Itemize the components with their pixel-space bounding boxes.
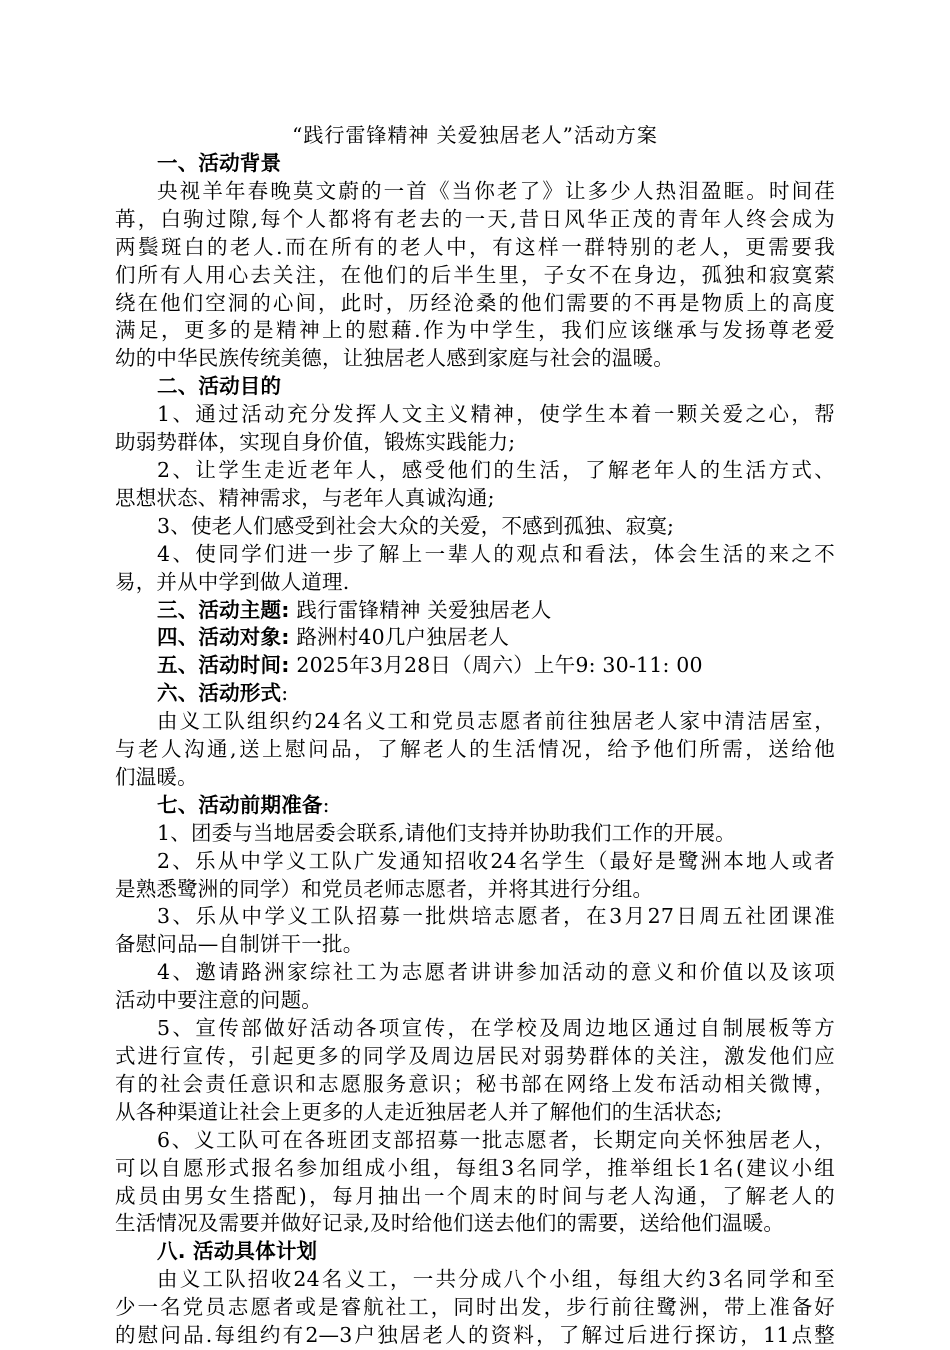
paragraph-line xyxy=(115,764,835,792)
line-text: 1、团委与当地居委会联系,请他们支持并协助我们工作的开展。 xyxy=(157,820,736,845)
line-text: 从各种渠道让社会上更多的人走近独居老人并了解他们的生活状态; xyxy=(115,1099,723,1124)
heading-text: 一、活动背景 xyxy=(157,151,282,175)
line-text: 6、义工队可在各班团支部招募一批志愿者，长期定向关怀独居老人， xyxy=(157,1127,835,1152)
paragraph-line xyxy=(115,903,835,931)
paragraph-line xyxy=(115,1266,835,1294)
line-text: 央视羊年春晚莫文蔚的一首《当你老了》让多少人热泪盈眶。时间荏 xyxy=(157,178,835,203)
heading-value: 践行雷锋精神 关爱独居老人 xyxy=(289,597,552,622)
heading-text: 六、活动形式 xyxy=(157,681,282,706)
line-text: 2、让学生走近老年人，感受他们的生活，了解老年人的生活方式、 xyxy=(157,457,835,482)
heading-value: 路洲村40几户独居老人 xyxy=(289,625,510,650)
heading-value: : xyxy=(281,681,289,706)
line-text: 由义工队组织约24名义工和党员志愿者前往独居老人家中清洁居室， xyxy=(157,709,835,734)
paragraph-line xyxy=(115,1127,835,1155)
line-text: 绕在他们空洞的心间，此时，历经沧桑的他们需要的不再是物质上的高度 xyxy=(115,290,835,315)
line-text: 与老人沟通,送上慰问品，了解老人的生活情况，给予他们所需，送给他 xyxy=(115,737,835,762)
paragraph-line xyxy=(115,429,835,457)
section-heading xyxy=(115,150,835,178)
section-heading xyxy=(115,652,835,680)
line-text: 3、使老人们感受到社会大众的关爱，不感到孤独、寂寞; xyxy=(157,513,675,538)
line-text: 是熟悉鹭洲的同学）和党员老师志愿者，并将其进行分组。 xyxy=(115,876,654,901)
paragraph-line xyxy=(115,541,835,569)
section-heading xyxy=(115,624,835,652)
paragraph-line xyxy=(115,1071,835,1099)
heading-text: 五、活动时间: xyxy=(157,653,290,678)
line-text: 两鬓斑白的老人.而在所有的老人中，有这样一群特别的老人，更需要我 xyxy=(115,234,835,259)
line-text: 1、通过活动充分发挥人文主义精神，使学生本着一颗关爱之心，帮 xyxy=(157,402,835,427)
line-text: 3、乐从中学义工队招募一批烘培志愿者，在3月27日周五社团课准 xyxy=(157,904,835,929)
paragraph-line xyxy=(115,1210,835,1238)
line-text: 5、宣传部做好活动各项宣传，在学校及周边地区通过自制展板等方 xyxy=(157,1016,835,1041)
line-text: 的慰问品.每组约有2—3户独居老人的资料，了解过后进行探访，11点整 xyxy=(115,1323,835,1348)
line-text: 思想状态、精神需求，与老年人真诚沟通; xyxy=(115,485,495,510)
document-title: “践行雷锋精神 关爱独居老人”活动方案 xyxy=(292,123,658,147)
paragraph-line xyxy=(115,931,835,959)
line-text: 活动中要注意的问题。 xyxy=(115,988,322,1013)
line-text: 们温暖。 xyxy=(115,764,198,789)
paragraph-line xyxy=(115,234,835,262)
document-body xyxy=(115,150,835,1350)
heading-value: : xyxy=(322,792,330,817)
paragraph-line xyxy=(115,317,835,345)
section-heading xyxy=(115,1238,835,1266)
line-text: 2、乐从中学义工队广发通知招收24名学生（最好是鹭洲本地人或者 xyxy=(157,848,835,873)
section-heading xyxy=(115,373,835,401)
paragraph-line xyxy=(115,513,835,541)
line-text: 成员由男女生搭配)，每月抽出一个周末的时间与老人沟通，了解老人的 xyxy=(115,1183,835,1208)
paragraph-line xyxy=(115,345,835,373)
paragraph-line xyxy=(115,876,835,904)
paragraph-line xyxy=(115,848,835,876)
line-text: 可以自愿形式报名参加组成小组，每组3名同学，推举组长1名(建议小组 xyxy=(115,1155,835,1180)
paragraph-line xyxy=(115,457,835,485)
heading-text: 二、活动目的 xyxy=(157,374,282,399)
heading-text: 七、活动前期准备 xyxy=(157,792,323,817)
paragraph-line xyxy=(115,1015,835,1043)
paragraph-line xyxy=(115,1322,835,1350)
line-text: 满足，更多的是精神上的慰藉.作为中学生，我们应该继承与发扬尊老爱 xyxy=(115,318,835,343)
heading-text: 三、活动主题: xyxy=(157,597,290,622)
line-text: 备慰问品—自制饼干一批。 xyxy=(115,932,364,957)
line-text: 式进行宣传，引起更多的同学及周边居民对弱势群体的关注，激发他们应 xyxy=(115,1044,835,1068)
line-text: 4、邀请路洲家综社工为志愿者讲讲参加活动的意义和价值以及该项 xyxy=(157,960,835,985)
paragraph-line xyxy=(115,1043,835,1071)
section-heading xyxy=(115,680,835,708)
line-text: 们所有人用心去关注，在他们的后半生里，子女不在身边，孤独和寂寞萦 xyxy=(115,262,835,287)
line-text: 由义工队招收24名义工，一共分成八个小组，每组大约3名同学和至 xyxy=(157,1267,835,1292)
section-heading xyxy=(115,597,835,625)
heading-text: 八. 活动具体计划 xyxy=(157,1239,318,1264)
paragraph-line xyxy=(115,401,835,429)
paragraph-line xyxy=(115,959,835,987)
paragraph-line xyxy=(115,736,835,764)
line-text: 易，并从中学到做人道理. xyxy=(115,569,350,594)
line-text: 幼的中华民族传统美德，让独居老人感到家庭与社会的温暖。 xyxy=(115,346,674,371)
paragraph-line xyxy=(115,1183,835,1211)
paragraph-line xyxy=(115,1099,835,1127)
paragraph-line xyxy=(115,178,835,206)
paragraph-line xyxy=(115,206,835,234)
paragraph-line xyxy=(115,1294,835,1322)
paragraph-line xyxy=(115,987,835,1015)
paragraph-line xyxy=(115,708,835,736)
paragraph-line xyxy=(115,262,835,290)
line-text: 少一名党员志愿者或是睿航社工，同时出发，步行前往鹭洲，带上准备好 xyxy=(115,1295,835,1320)
paragraph-line xyxy=(115,485,835,513)
line-text: 生活情况及需要并做好记录,及时给他们送去他们的需要，送给他们温暖。 xyxy=(115,1211,785,1236)
line-text: 苒，白驹过隙,每个人都将有老去的一天,昔日风华正茂的青年人终会成为 xyxy=(115,206,835,231)
line-text: 助弱势群体，实现自身价值，锻炼实践能力; xyxy=(115,430,516,455)
heading-value: 2025年3月28日（周六）上午9: 30-11: 00 xyxy=(289,653,703,678)
paragraph-line xyxy=(115,569,835,597)
heading-text: 四、活动对象: xyxy=(157,625,290,650)
paragraph-line xyxy=(115,820,835,848)
line-text: 有的社会责任意识和志愿服务意识；秘书部在网络上发布活动相关微博， xyxy=(115,1071,835,1096)
paragraph-line xyxy=(115,290,835,318)
paragraph-line xyxy=(115,1155,835,1183)
document-page xyxy=(115,120,835,1350)
section-heading xyxy=(115,792,835,820)
line-text: 4、使同学们进一步了解上一辈人的观点和看法，体会生活的来之不 xyxy=(157,541,835,566)
